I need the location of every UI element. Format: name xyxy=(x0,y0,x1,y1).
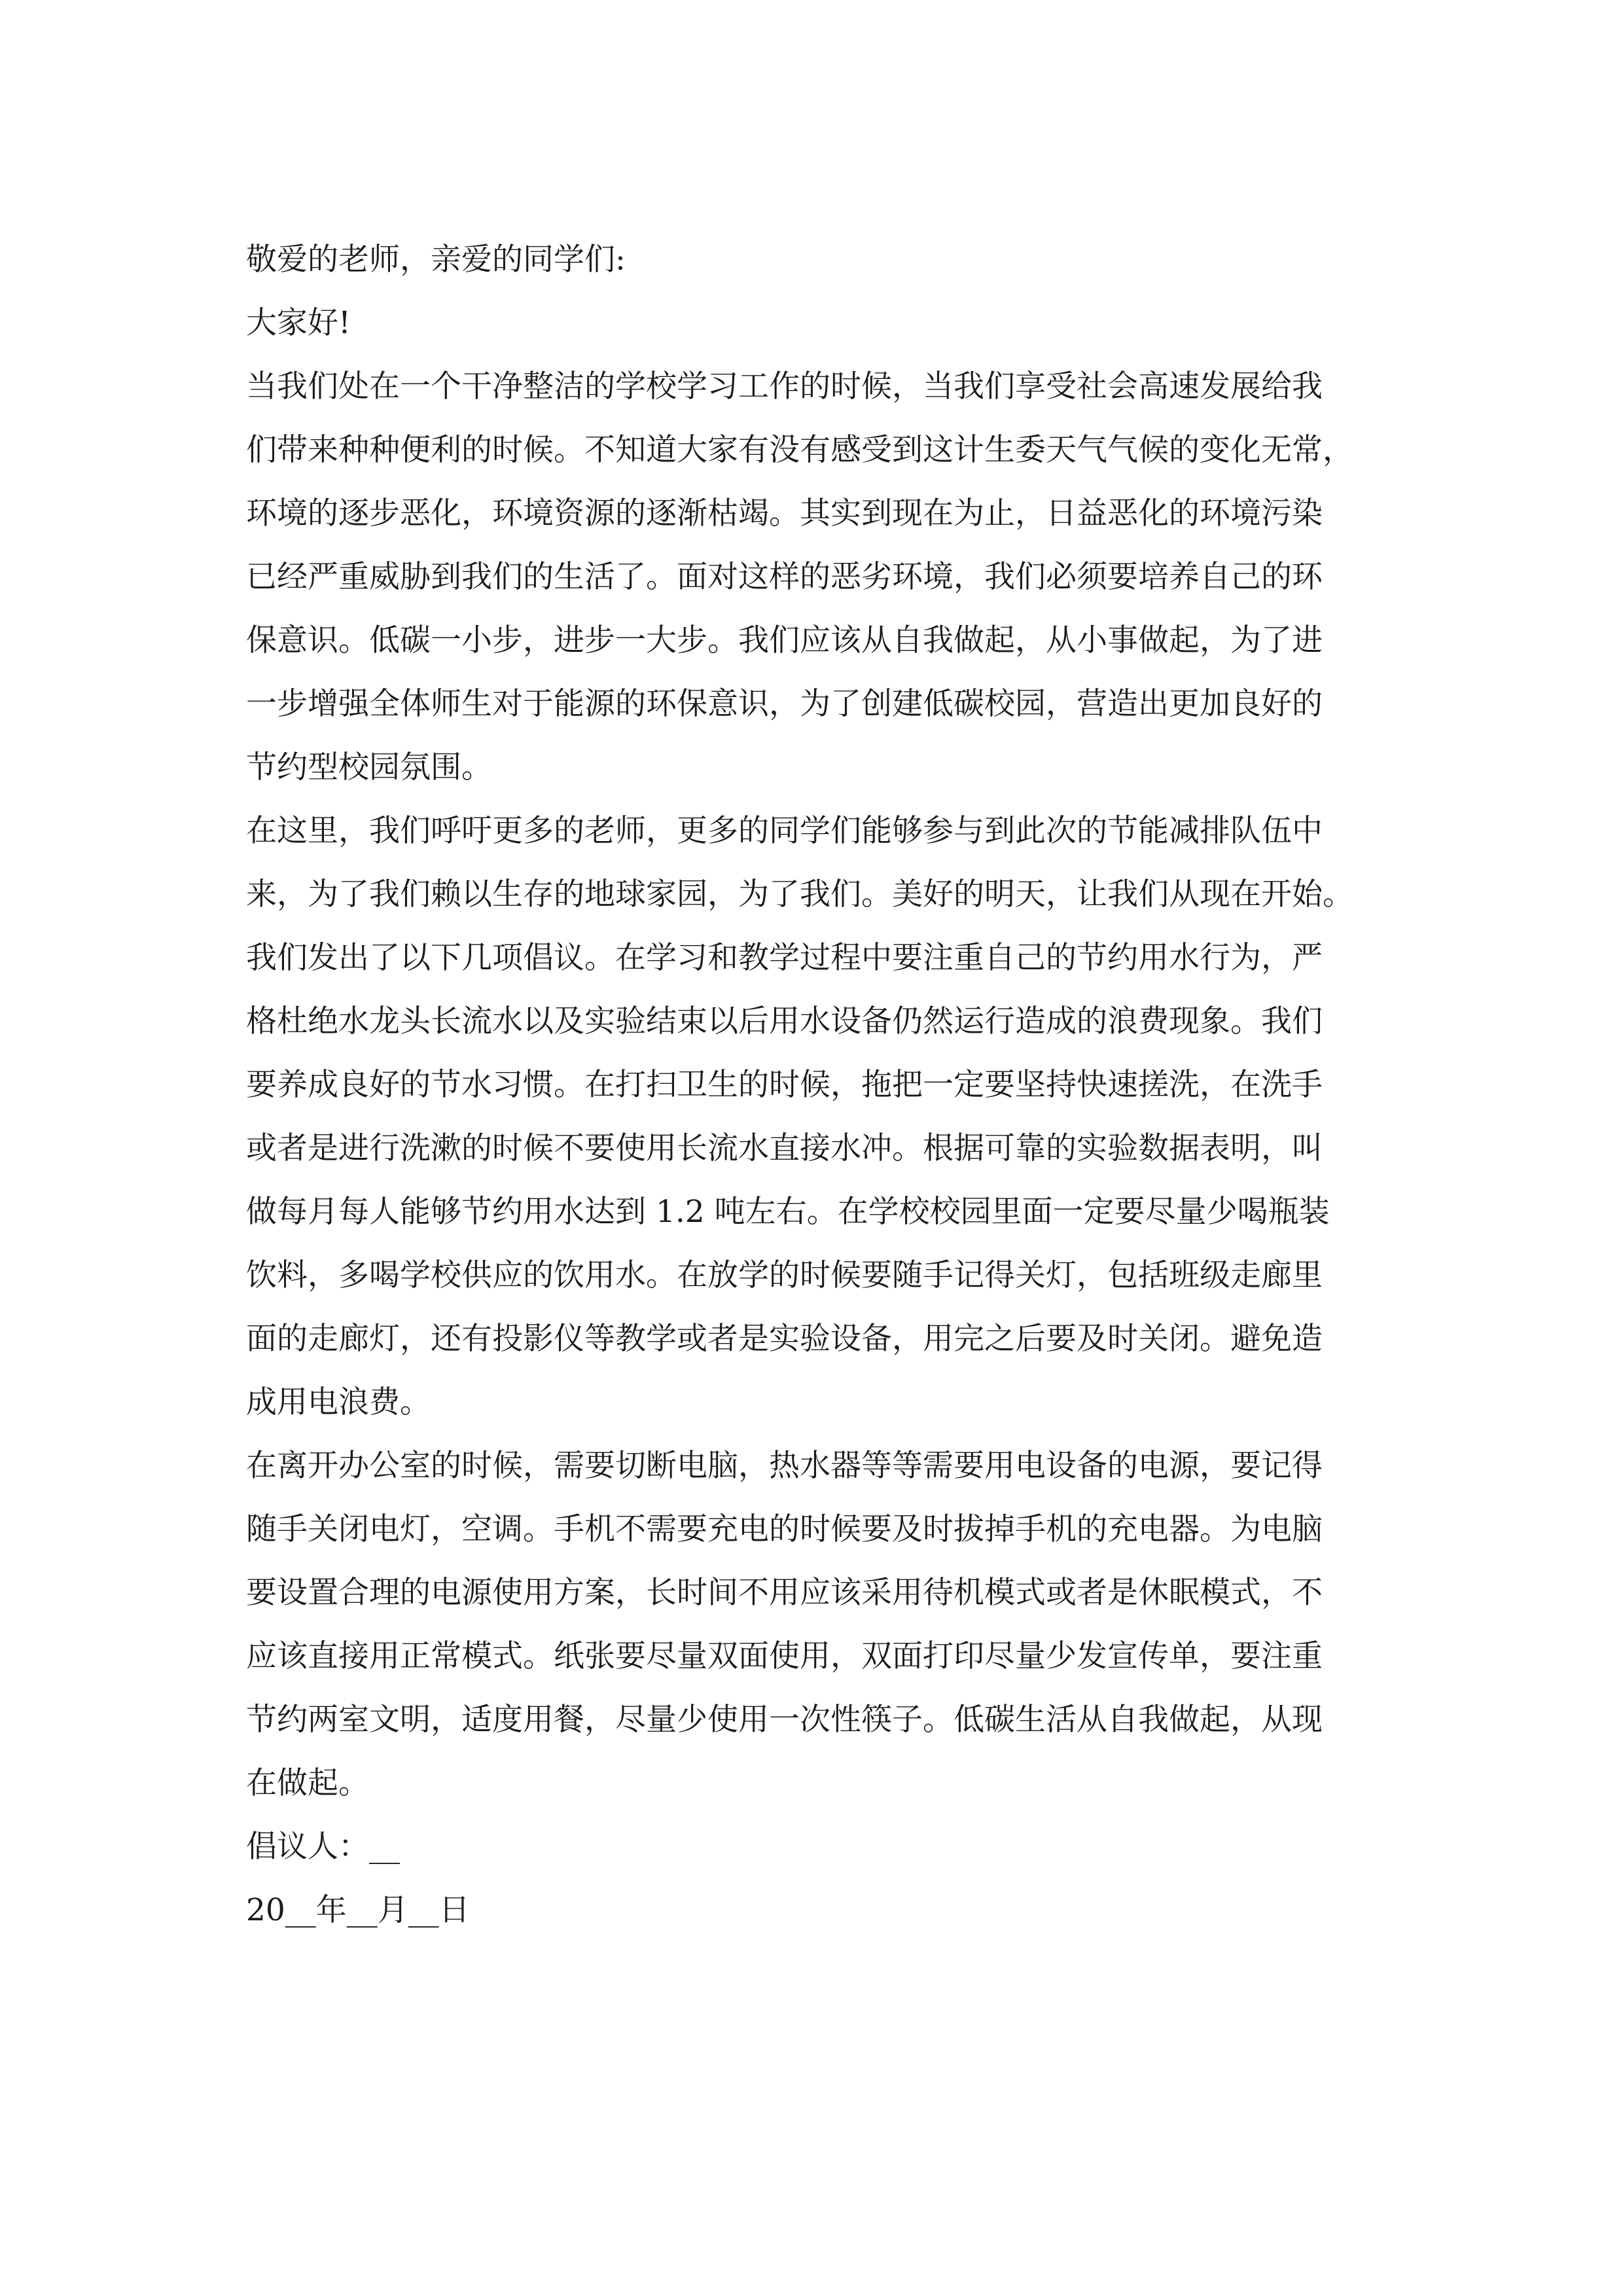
greeting: 大家好! xyxy=(246,305,351,341)
paragraph-line: 环境的逐步恶化，环境资源的逐渐枯竭。其实到现在为止，日益恶化的环境污染 xyxy=(246,495,1323,531)
paragraph-line: 做每月每人能够节约用水达到 1.2 吨左右。在学校校园里面一定要尽量少喝瓶装 xyxy=(246,1194,1330,1230)
paragraph-line: 在离开办公室的时候，需要切断电脑，热水器等等需要用电设备的电源，要记得 xyxy=(246,1448,1323,1484)
paragraph-line: 应该直接用正常模式。纸张要尽量双面使用，双面打印尽量少发宣传单，要注重 xyxy=(246,1638,1323,1674)
paragraph-2 xyxy=(246,799,1378,1434)
paragraph-line: 格杜绝水龙头长流水以及实验结束以后用水设备仍然运行造成的浪费现象。我们 xyxy=(246,1003,1323,1039)
salutation: 敬爱的老师，亲爱的同学们: xyxy=(246,242,626,278)
paragraph-line: 或者是进行洗漱的时候不要使用长流水直接水冲。根据可靠的实验数据表明，叫 xyxy=(246,1130,1323,1166)
paragraph-line: 节约两室文明，适度用餐，尽量少使用一次性筷子。低碳生活从自我做起，从现 xyxy=(246,1702,1323,1738)
paragraph-line: 随手关闭电灯，空调。手机不需要充电的时候要及时拔掉手机的充电器。为电脑 xyxy=(246,1511,1323,1547)
document-page xyxy=(246,228,1378,1942)
paragraph-line: 们带来种种便利的时候。不知道大家有没有感受到这计生委天气气候的变化无常， xyxy=(246,432,1353,468)
paragraph-line: 在这里，我们呼吁更多的老师，更多的同学们能够参与到此次的节能减排队伍中 xyxy=(246,813,1323,849)
date: 20__年__月__日 xyxy=(246,1892,470,1928)
paragraph-line: 已经严重威胁到我们的生活了。面对这样的恶劣环境，我们必须要培养自己的环 xyxy=(246,559,1323,595)
signature: 倡议人：__ xyxy=(246,1829,400,1865)
paragraph-line: 成用电浪费。 xyxy=(246,1384,431,1420)
paragraph-line: 当我们处在一个干净整洁的学校学习工作的时候，当我们享受社会高速发展给我 xyxy=(246,368,1323,404)
paragraph-line: 饮料，多喝学校供应的饮用水。在放学的时候要随手记得关灯，包括班级走廊里 xyxy=(246,1257,1323,1293)
paragraph-line: 保意识。低碳一小步，进步一大步。我们应该从自我做起，从小事做起，为了进 xyxy=(246,622,1323,658)
paragraph-line: 面的走廊灯，还有投影仪等教学或者是实验设备，用完之后要及时关闭。避免造 xyxy=(246,1321,1323,1357)
paragraph-line: 来，为了我们赖以生存的地球家园，为了我们。美好的明天，让我们从现在开始。 xyxy=(246,876,1353,912)
paragraph-line: 一步增强全体师生对于能源的环保意识，为了创建低碳校园，营造出更加良好的 xyxy=(246,686,1323,722)
paragraph-line: 要设置合理的电源使用方案，长时间不用应该采用待机模式或者是休眠模式，不 xyxy=(246,1575,1323,1611)
paragraph-line: 节约型校园氛围。 xyxy=(246,749,492,785)
paragraph-line: 要养成良好的节水习惯。在打扫卫生的时候，拖把一定要坚持快速搓洗，在洗手 xyxy=(246,1067,1323,1103)
paragraph-line: 在做起。 xyxy=(246,1765,369,1801)
paragraph-line: 我们发出了以下几项倡议。在学习和教学过程中要注重自己的节约用水行为，严 xyxy=(246,940,1323,976)
paragraph-1 xyxy=(246,355,1378,799)
paragraph-3 xyxy=(246,1434,1378,1815)
